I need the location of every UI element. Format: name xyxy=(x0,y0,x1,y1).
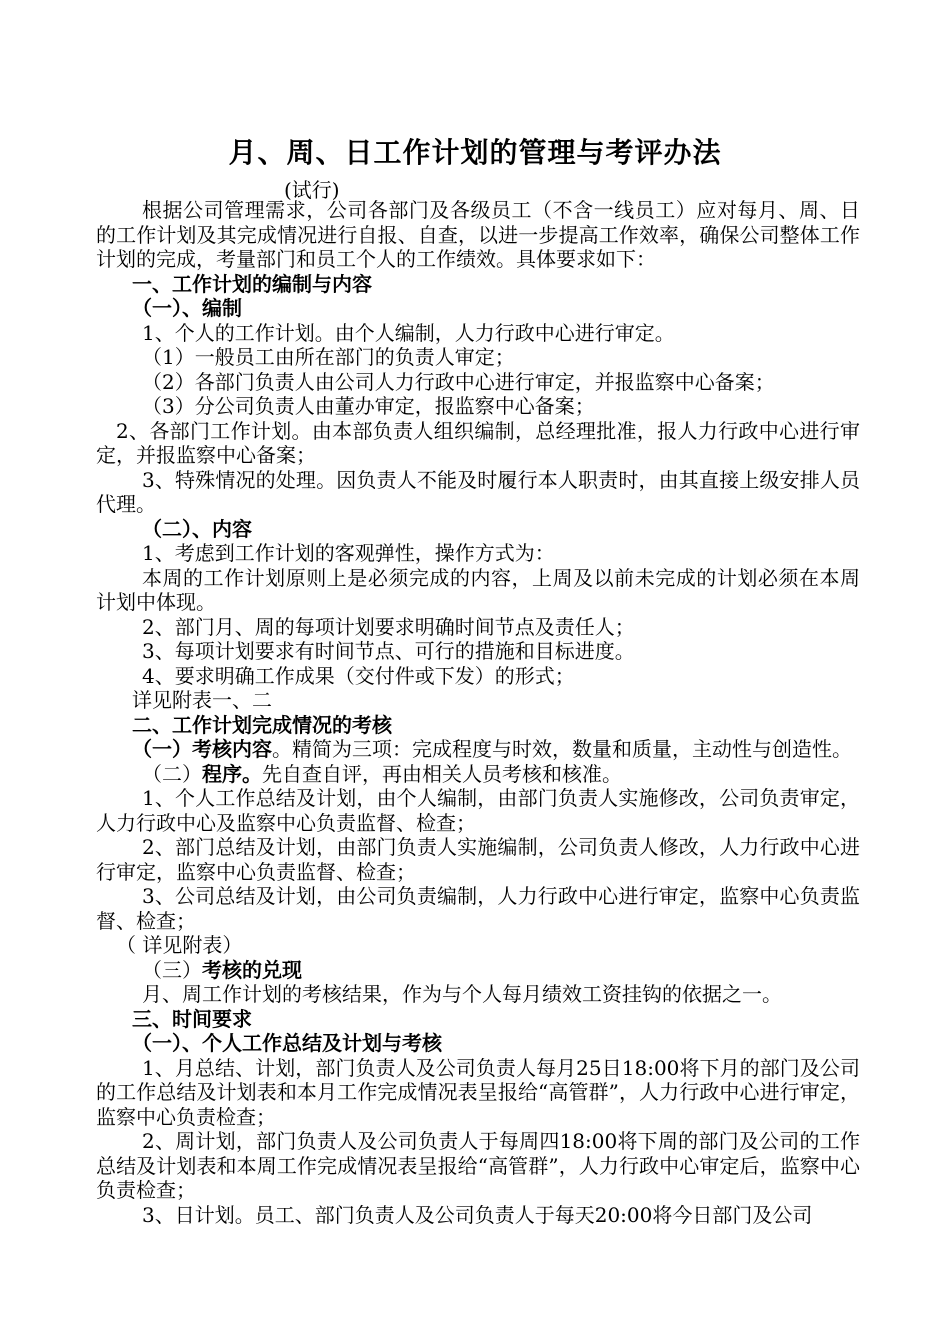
paragraph xyxy=(96,958,860,983)
section-heading-3: 三、时间要求 xyxy=(132,1006,252,1031)
paragraph: （1）一般员工由所在部门的负责人审定； xyxy=(142,345,515,369)
paragraph: 2、部门总结及计划，由部门负责人实施编制，公司负责人修改，人力行政中心进行审定，监察中心负责监督、检查； xyxy=(96,835,860,884)
paragraph xyxy=(96,737,860,762)
paragraph: 2、各部门工作计划。由本部负责人组织编制，总经理批准，报人力行政中心进行审定，并报监察中心备案； xyxy=(96,418,860,467)
paragraph: 3、特殊情况的处理。因负责人不能及时履行本人职责时，由其直接上级安排人员代理。 xyxy=(96,467,860,516)
paragraph-prefix: （二） xyxy=(142,761,202,786)
document-subtitle: (试行) xyxy=(284,178,340,202)
section-heading-1: 一、工作计划的编制与内容 xyxy=(132,271,372,296)
paragraph xyxy=(96,762,860,787)
paragraph: （ 详见附表） xyxy=(116,933,243,957)
intro-paragraph: 根据公司管理需求，公司各部门及各级员工（不含一线员工）应对每月、周、日的工作计划及其完成情况进行自报、自查，以进一步提高工作效率，确保公司整体工作计划的完成，考量部门和员工个人的工作绩效。具体要求如下： xyxy=(96,198,860,271)
paragraph: 3、日计划。员工、部门负责人及公司负责人于每天20:00将今日部门及公司 xyxy=(142,1202,813,1227)
paragraph: 1、月总结、计划，部门负责人及公司负责人每月25日18:00将下月的部门及公司的工作总结及计划表和本月工作完成情况表呈报给“高管群”，人力行政中心进行审定，监察中心负责检查； xyxy=(96,1055,860,1129)
paragraph: 1、个人的工作计划。由个人编制，人力行政中心进行审定。 xyxy=(142,320,675,345)
paragraph: 本周的工作计划原则上是必须完成的内容，上周及以前未完成的计划必须在本周计划中体现。 xyxy=(96,565,860,614)
paragraph-prefix: （三） xyxy=(142,957,202,982)
paragraph: 1、个人工作总结及计划，由个人编制，由部门负责人实施修改，公司负责审定，人力行政中心及监察中心负责监督、检查； xyxy=(96,786,860,835)
subsection-heading-2-3: 考核的兑现 xyxy=(202,957,302,982)
section-heading-2: 二、工作计划完成情况的考核 xyxy=(132,712,392,737)
paragraph: （2）各部门负责人由公司人力行政中心进行审定，并报监察中心备案； xyxy=(142,369,775,394)
paragraph: 详见附表一、二 xyxy=(132,688,272,712)
paragraph: 3、公司总结及计划，由公司负责编制，人力行政中心进行审定，监察中心负责监督、检查； xyxy=(96,884,860,933)
subsection-heading-3-1: （一）、个人工作总结及计划与考核 xyxy=(132,1031,442,1055)
document-title: 月、周、日工作计划的管理与考评办法 xyxy=(228,136,722,169)
subsection-heading-2-2: 程序。 xyxy=(202,761,262,786)
document-body xyxy=(96,198,860,1227)
paragraph-text: 先自查自评，再由相关人员考核和核准。 xyxy=(262,761,622,786)
paragraph-text: 。精简为三项：完成程度与时效，数量和质量，主动性与创造性。 xyxy=(272,737,852,761)
subsection-heading-1-1: （一）、编制 xyxy=(132,296,242,320)
paragraph: 4、要求明确工作成果（交付件或下发）的形式； xyxy=(142,663,575,688)
paragraph: 月、周工作计划的考核结果，作为与个人每月绩效工资挂钩的依据之一。 xyxy=(142,982,782,1006)
paragraph: 2、周计划，部门负责人及公司负责人于每周四18:00将下周的部门及公司的工作总结及计划表和本周工作完成情况表呈报给“高管群”，人力行政中心审定后，监察中心负责检查； xyxy=(96,1129,860,1202)
paragraph: 2、部门月、周的每项计划要求明确时间节点及责任人； xyxy=(142,614,635,639)
paragraph: 3、每项计划要求有时间节点、可行的措施和目标进度。 xyxy=(142,639,635,663)
paragraph: （3）分公司负责人由董办审定，报监察中心备案； xyxy=(142,394,595,418)
subsection-heading-2-1: （一）考核内容 xyxy=(132,737,272,761)
paragraph: 1、考虑到工作计划的客观弹性，操作方式为： xyxy=(142,541,555,565)
subsection-heading-1-2: （二）、内容 xyxy=(142,516,252,541)
